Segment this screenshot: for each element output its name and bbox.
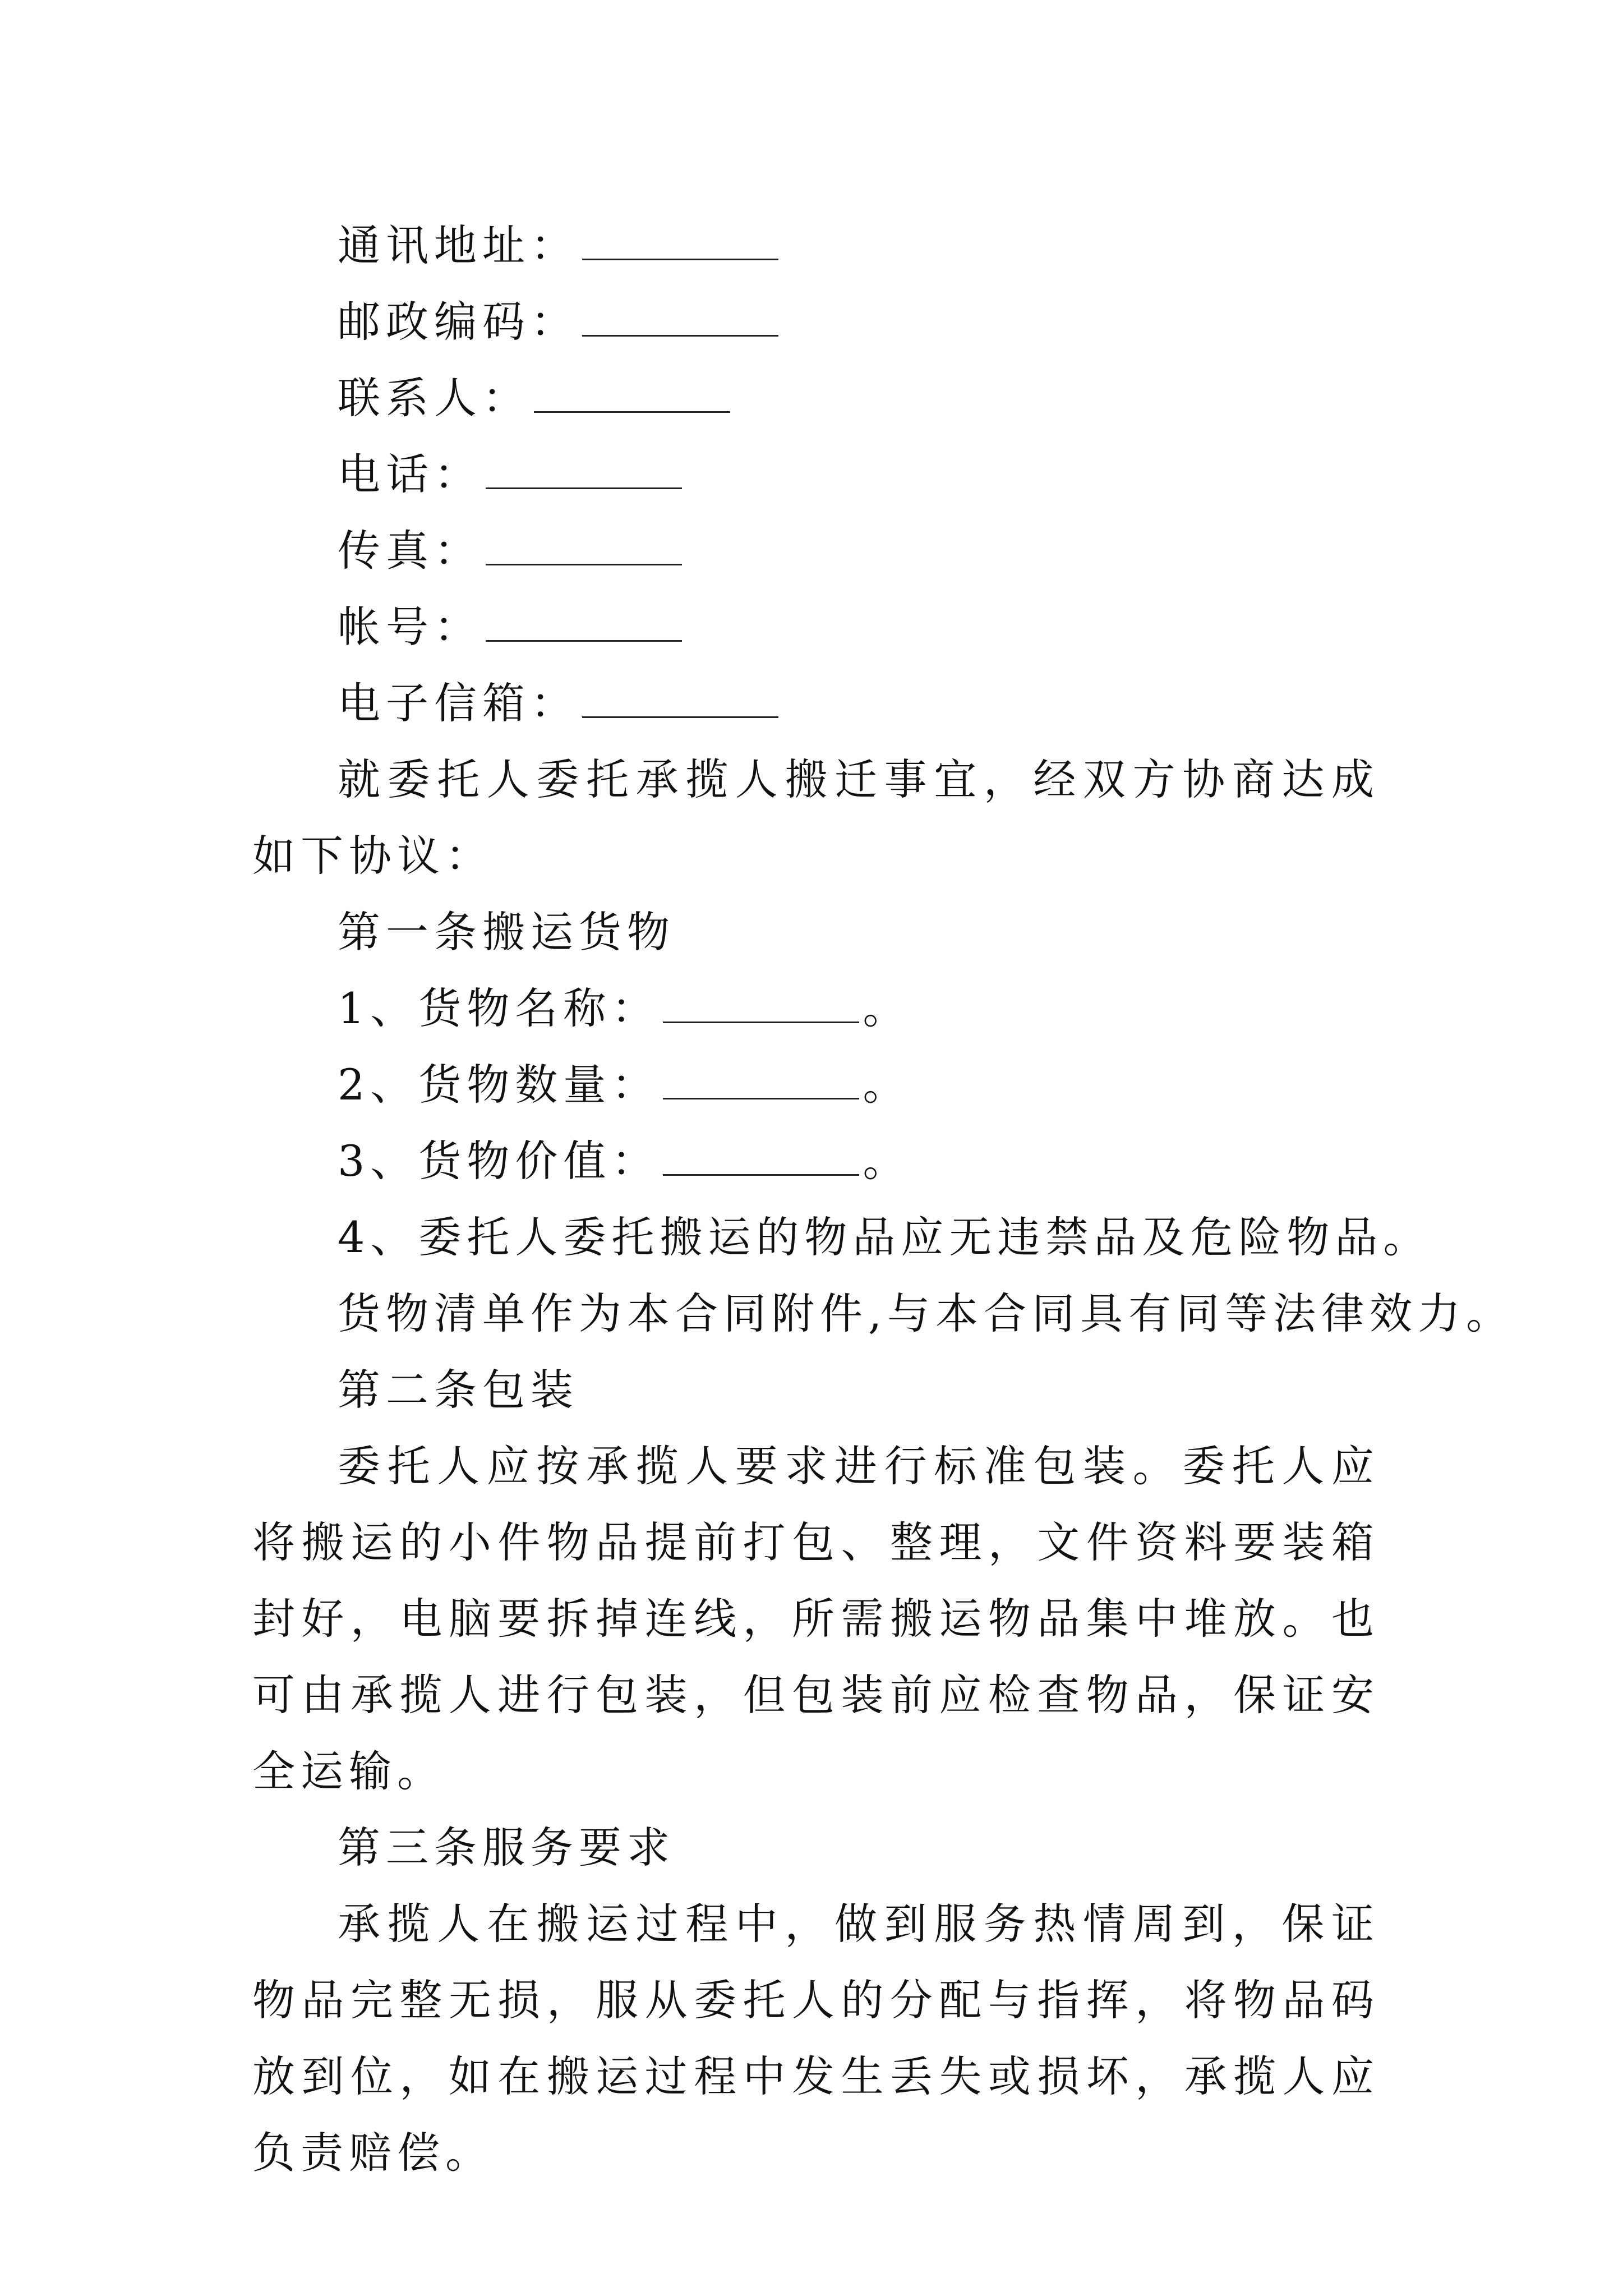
field-label: 通讯地址： [338, 220, 579, 270]
intro-paragraph: 就委托人委托承揽人搬迁事宜，经双方协商达成如下协议： [252, 754, 1380, 881]
field-phone [252, 436, 1380, 513]
item-label: 3、货物价值： [338, 1136, 660, 1186]
article-2-title: 第二条包装 [338, 1365, 579, 1415]
field-label: 传真： [338, 526, 482, 576]
fill-blank [582, 300, 778, 337]
fill-blank [486, 453, 682, 489]
article-3-body: 承揽人在搬运过程中，做到服务热情周到，保证物品完整无损，服从委托人的分配与指挥，将物品码放到位，如在搬运过程中发生丢失或损坏，承揽人应负责赔偿。 [252, 1899, 1380, 2178]
article-3-title: 第三条服务要求 [338, 1823, 675, 1872]
prohibited-goods-item: 4、委托人委托搬运的物品应无违禁品及危险物品。 [338, 1212, 1432, 1262]
item-suffix: 。 [863, 1136, 911, 1186]
goods-quantity-item [252, 1047, 1380, 1123]
fill-blank [486, 529, 682, 565]
field-email [252, 665, 1380, 742]
goods-value-item [252, 1123, 1380, 1199]
fill-blank [582, 682, 778, 718]
fill-blank [663, 1063, 859, 1099]
article-1-title: 第一条搬运货物 [338, 907, 675, 957]
item-suffix: 。 [863, 1060, 911, 1110]
field-label: 联系人： [338, 373, 531, 423]
document-body [252, 208, 1515, 2191]
fill-blank [486, 605, 682, 642]
item-label: 2、货物数量： [338, 1060, 660, 1110]
fill-blank [663, 1139, 859, 1176]
field-account [252, 589, 1380, 665]
fill-blank [582, 224, 778, 260]
item-label: 1、货物名称： [338, 983, 660, 1033]
field-contact [252, 360, 1380, 436]
field-address [252, 208, 1380, 284]
goods-list-note: 货物清单作为本合同附件,与本合同具有同等法律效力。 [338, 1289, 1515, 1338]
field-label: 邮政编码： [338, 297, 579, 347]
goods-name-item [252, 970, 1380, 1047]
field-label: 帐号： [338, 602, 482, 652]
field-label: 电子信箱： [338, 678, 579, 728]
item-suffix: 。 [863, 983, 911, 1033]
field-postcode [252, 284, 1380, 360]
fill-blank [534, 376, 730, 413]
fill-blank [663, 987, 859, 1023]
field-label: 电话： [338, 449, 482, 499]
article-2-body: 委托人应按承揽人要求进行标准包装。委托人应将搬运的小件物品提前打包、整理，文件资料要装箱封好，电脑要拆掉连线，所需搬运物品集中堆放。也可由承揽人进行包装，但包装前应检查物品，保证安全运输。 [252, 1441, 1380, 1796]
field-fax [252, 513, 1380, 589]
